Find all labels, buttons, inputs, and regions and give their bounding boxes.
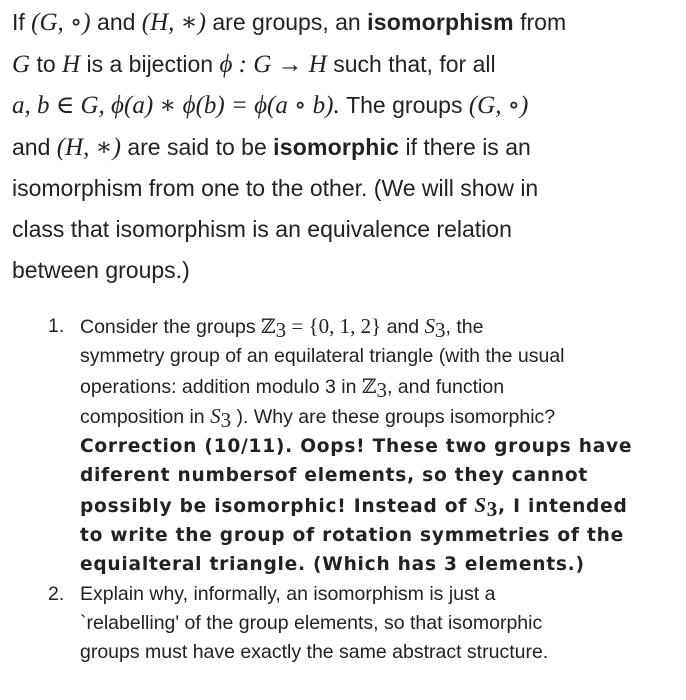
text: If [12,9,32,35]
item-number: 1. [48,315,65,337]
paragraph-line-4 [12,127,680,169]
item-line: groups must have exactly the same abstract structure. [80,641,549,664]
math-g: G [12,50,31,78]
math-symmetric-group: S [210,403,221,428]
math-bijection: ϕ : G → H [219,50,327,78]
math-homomorphism-condition: a, b ∈ G, ϕ(a) ∗ ϕ(b) = ϕ(a ∘ b). [12,92,340,120]
math-symmetric-group: S [474,492,487,517]
math-subscript: 3 [486,496,499,521]
text: and [381,316,425,338]
correction-line: diferent numbersof elements, so they cannot [80,465,589,487]
text: , I intended [498,495,628,517]
paragraph-line-1 [12,2,680,44]
text: from [513,9,567,35]
text: ). Why are these groups isomorphic? [231,405,556,428]
paragraph-line-7: between groups.) [12,256,190,283]
paragraph-line-3 [12,85,680,127]
paragraph-line-2 [12,44,680,86]
math-set: = {0, 1, 2} [286,314,382,338]
item-line: symmetry group of an equilateral triangle (with the usual [80,345,565,368]
text: if there is an [399,133,531,160]
item-line [80,402,674,432]
term-isomorphic: isomorphic [273,133,400,160]
item-line [80,312,674,342]
text: is a bijection [80,50,220,77]
text: are said to be [120,133,274,160]
item-number: 2. [48,582,65,605]
text: composition in [80,405,211,428]
text: are groups, an [206,9,368,35]
correction-line: Correction (10/11). Oops! These two groups have [80,436,633,458]
math-group-h: (H, ∗) [56,133,121,161]
text: Consider the groups [80,316,262,338]
exercise-list [44,312,674,668]
correction-line [80,491,674,521]
text: possibly be isomorphic! Instead of [80,495,475,517]
exercise-item-2 [44,580,674,668]
math-h: H [62,50,81,78]
item-line [80,372,674,402]
item-line: `relabelling' of the group elements, so that isomorphic [80,611,543,634]
math-integers-symbol: ℤ [261,314,276,338]
correction-line: equialteral triangle. (Which has 3 elements.) [80,554,585,576]
text: and [90,9,142,35]
math-subscript: 3 [376,377,387,402]
math-group-g: (G, ∘) [468,92,529,120]
text: , the [445,316,484,338]
term-isomorphism: isomorphism [367,9,514,35]
math-group-g: (G, ∘) [31,9,91,36]
math-group-h: (H, ∗) [141,9,206,36]
text: , and function [386,375,505,398]
math-subscript: 3 [220,407,232,432]
correction-line: to write the group of rotation symmetries of the [80,525,624,547]
text: such that, for all [326,50,496,77]
math-symmetric-group: S [424,314,436,338]
text: to [30,50,63,77]
paragraph-line-5: isomorphism from one to the other. (We will show in [12,175,539,202]
text: and [12,133,57,160]
text: The groups [339,92,469,119]
paragraph-line-6: class that isomorphism is an equivalence relation [12,215,512,242]
math-subscript: 3 [275,318,287,342]
math-subscript: 3 [435,318,446,342]
item-line: Explain why, informally, an isomorphism is just a [80,582,496,605]
definition-paragraph [12,2,680,290]
exercise-item-1 [44,312,674,580]
text: operations: addition modulo 3 in [80,375,362,398]
math-integers-symbol: ℤ [361,373,377,398]
